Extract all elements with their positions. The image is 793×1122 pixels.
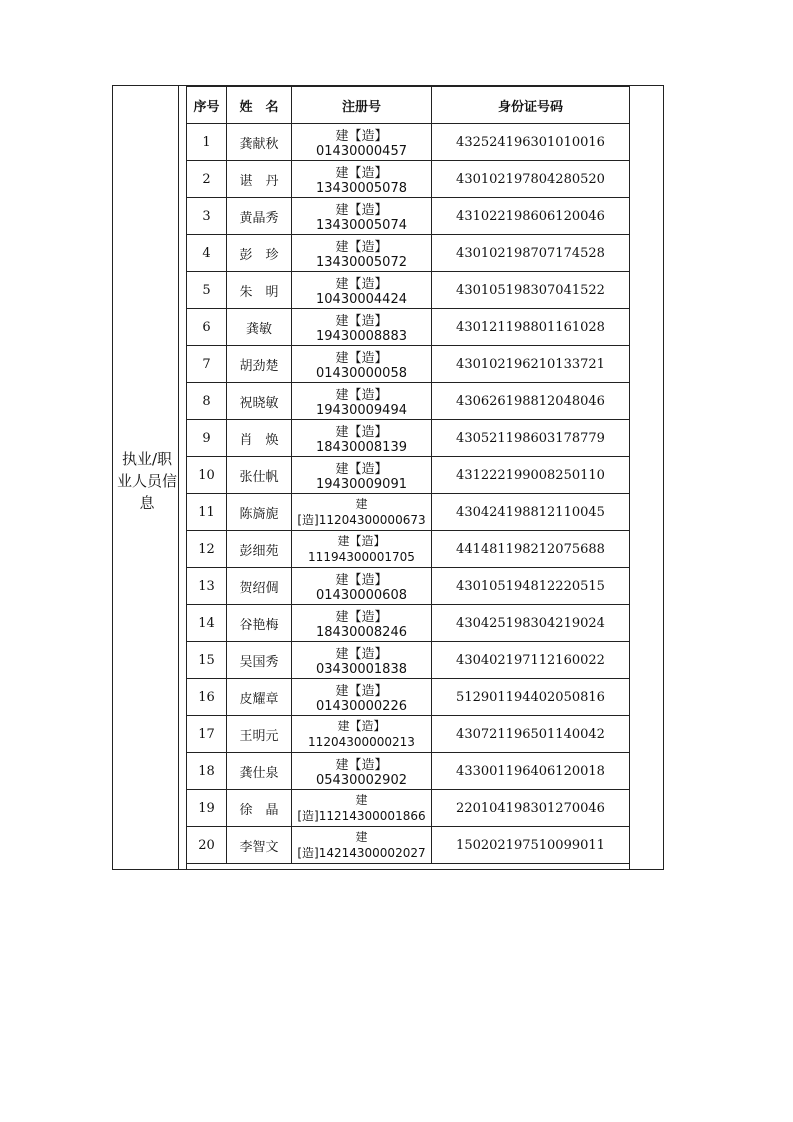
table-row bbox=[187, 383, 630, 420]
table-row bbox=[187, 457, 630, 494]
table-body bbox=[187, 124, 630, 864]
cell-seq: 11 bbox=[187, 494, 227, 531]
cell-name: 谌 丹 bbox=[227, 161, 292, 198]
table-row bbox=[187, 568, 630, 605]
table-row bbox=[187, 494, 630, 531]
cell-name: 李智文 bbox=[227, 827, 292, 864]
table-row bbox=[187, 716, 630, 753]
cell-id: 430105198307041522 bbox=[432, 272, 630, 309]
cell-name: 龚献秋 bbox=[227, 124, 292, 161]
cell-reg: 建【造】19430008883 bbox=[292, 309, 432, 346]
cell-seq: 13 bbox=[187, 568, 227, 605]
table-row bbox=[187, 420, 630, 457]
table-row bbox=[187, 346, 630, 383]
cell-reg: 建【造】18430008246 bbox=[292, 605, 432, 642]
cell-id: 430721196501140042 bbox=[432, 716, 630, 753]
cell-id: 433001196406120018 bbox=[432, 753, 630, 790]
table-row bbox=[187, 605, 630, 642]
table-row bbox=[187, 531, 630, 568]
cell-seq: 19 bbox=[187, 790, 227, 827]
cell-name: 王明元 bbox=[227, 716, 292, 753]
cell-name: 龚仕泉 bbox=[227, 753, 292, 790]
cell-id: 430121198801161028 bbox=[432, 309, 630, 346]
cell-seq: 1 bbox=[187, 124, 227, 161]
table-row bbox=[187, 753, 630, 790]
cell-seq: 5 bbox=[187, 272, 227, 309]
cell-seq: 18 bbox=[187, 753, 227, 790]
cell-name: 谷艳梅 bbox=[227, 605, 292, 642]
cell-id: 432524196301010016 bbox=[432, 124, 630, 161]
table-row bbox=[187, 272, 630, 309]
table-row bbox=[187, 642, 630, 679]
cell-name: 吴国秀 bbox=[227, 642, 292, 679]
cell-reg: 建【造】13430005072 bbox=[292, 235, 432, 272]
cell-seq: 4 bbox=[187, 235, 227, 272]
table-row bbox=[187, 161, 630, 198]
cell-name: 皮耀章 bbox=[227, 679, 292, 716]
cell-name: 朱 明 bbox=[227, 272, 292, 309]
cell-reg: 建【造】11194300001705 bbox=[292, 531, 432, 568]
cell-seq: 10 bbox=[187, 457, 227, 494]
cell-id: 431022198606120046 bbox=[432, 198, 630, 235]
cell-id: 430424198812110045 bbox=[432, 494, 630, 531]
cell-seq: 12 bbox=[187, 531, 227, 568]
cell-name: 陈旖旎 bbox=[227, 494, 292, 531]
cell-reg: 建【造】11204300000213 bbox=[292, 716, 432, 753]
right-empty-cell bbox=[629, 86, 663, 869]
cell-name: 贺绍倜 bbox=[227, 568, 292, 605]
cell-id: 431222199008250110 bbox=[432, 457, 630, 494]
cell-reg: 建【造】01430000226 bbox=[292, 679, 432, 716]
cell-seq: 2 bbox=[187, 161, 227, 198]
cell-name: 张仕帆 bbox=[227, 457, 292, 494]
cell-id: 430425198304219024 bbox=[432, 605, 630, 642]
section-label-cell bbox=[113, 86, 179, 869]
cell-reg: 建【造】10430004424 bbox=[292, 272, 432, 309]
table-header-row bbox=[187, 87, 630, 124]
cell-id: 430626198812048046 bbox=[432, 383, 630, 420]
header-reg: 注册号 bbox=[292, 87, 432, 124]
section-label: 执业/职业人员信息 bbox=[117, 450, 178, 512]
cell-name: 黄晶秀 bbox=[227, 198, 292, 235]
cell-seq: 15 bbox=[187, 642, 227, 679]
cell-seq: 17 bbox=[187, 716, 227, 753]
table-row bbox=[187, 309, 630, 346]
table-row bbox=[187, 198, 630, 235]
table-row bbox=[187, 124, 630, 161]
cell-reg: 建【造】13430005078 bbox=[292, 161, 432, 198]
cell-reg: 建[造]14214300002027 bbox=[292, 827, 432, 864]
cell-reg: 建【造】01430000608 bbox=[292, 568, 432, 605]
header-seq: 序号 bbox=[187, 87, 227, 124]
cell-seq: 3 bbox=[187, 198, 227, 235]
cell-seq: 16 bbox=[187, 679, 227, 716]
cell-name: 彭 珍 bbox=[227, 235, 292, 272]
cell-reg: 建【造】03430001838 bbox=[292, 642, 432, 679]
cell-name: 徐 晶 bbox=[227, 790, 292, 827]
cell-id: 150202197510099011 bbox=[432, 827, 630, 864]
cell-name: 彭细苑 bbox=[227, 531, 292, 568]
personnel-table bbox=[186, 86, 630, 864]
cell-reg: 建【造】18430008139 bbox=[292, 420, 432, 457]
cell-reg: 建【造】05430002902 bbox=[292, 753, 432, 790]
cell-id: 430521198603178779 bbox=[432, 420, 630, 457]
cell-id: 441481198212075688 bbox=[432, 531, 630, 568]
cell-reg: 建【造】19430009091 bbox=[292, 457, 432, 494]
cell-seq: 8 bbox=[187, 383, 227, 420]
cell-reg: 建[造]11204300000673 bbox=[292, 494, 432, 531]
cell-seq: 9 bbox=[187, 420, 227, 457]
cell-id: 430102197804280520 bbox=[432, 161, 630, 198]
cell-id: 430402197112160022 bbox=[432, 642, 630, 679]
cell-id: 430102196210133721 bbox=[432, 346, 630, 383]
cell-reg: 建[造]11214300001866 bbox=[292, 790, 432, 827]
cell-name: 祝晓敏 bbox=[227, 383, 292, 420]
table-row bbox=[187, 679, 630, 716]
cell-seq: 14 bbox=[187, 605, 227, 642]
header-name: 姓 名 bbox=[227, 87, 292, 124]
cell-name: 胡劲楚 bbox=[227, 346, 292, 383]
table-row bbox=[187, 790, 630, 827]
cell-seq: 6 bbox=[187, 309, 227, 346]
cell-name: 龚敏 bbox=[227, 309, 292, 346]
cell-id: 220104198301270046 bbox=[432, 790, 630, 827]
info-table-frame bbox=[112, 85, 664, 870]
cell-id: 430105194812220515 bbox=[432, 568, 630, 605]
table-row bbox=[187, 235, 630, 272]
table-row bbox=[187, 827, 630, 864]
cell-id: 430102198707174528 bbox=[432, 235, 630, 272]
cell-reg: 建【造】01430000457 bbox=[292, 124, 432, 161]
cell-reg: 建【造】01430000058 bbox=[292, 346, 432, 383]
cell-reg: 建【造】13430005074 bbox=[292, 198, 432, 235]
cell-reg: 建【造】19430009494 bbox=[292, 383, 432, 420]
cell-name: 肖 焕 bbox=[227, 420, 292, 457]
cell-id: 512901194402050816 bbox=[432, 679, 630, 716]
header-id: 身份证号码 bbox=[432, 87, 630, 124]
cell-seq: 20 bbox=[187, 827, 227, 864]
cell-seq: 7 bbox=[187, 346, 227, 383]
